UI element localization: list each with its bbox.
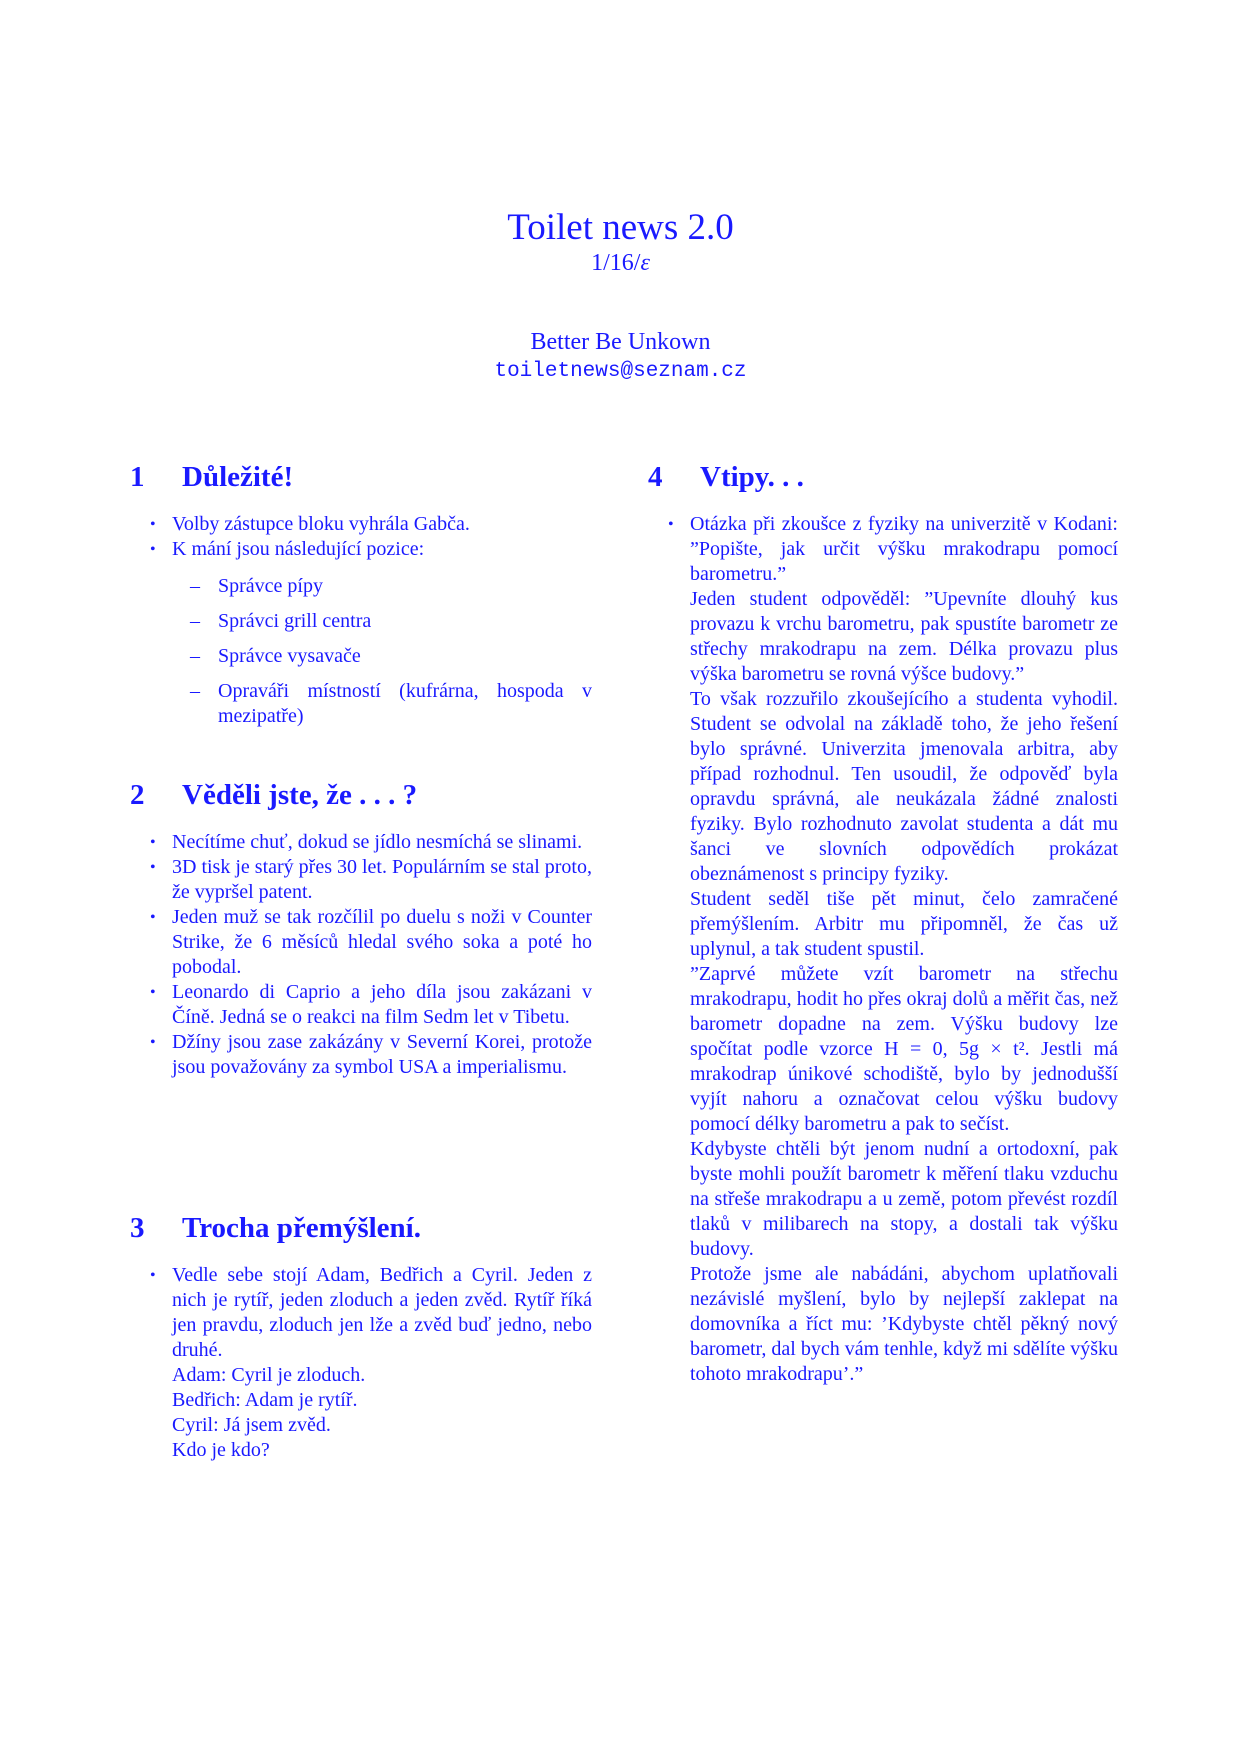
list-item-text: Leonardo di Caprio a jeho díla jsou zakázani v Číně. Jedná se o reakci na film Sedm let v Tibetu. bbox=[172, 981, 592, 1028]
dash-icon: – bbox=[190, 645, 200, 667]
sub-list-item bbox=[190, 574, 592, 599]
section-heading bbox=[130, 778, 592, 812]
section-title: Vtipy. . . bbox=[700, 461, 804, 493]
bullet-icon: • bbox=[150, 1267, 156, 1284]
list-item-text: Necítíme chuť, dokud se jídlo nesmíchá se slinami. bbox=[172, 831, 583, 853]
list-item bbox=[150, 830, 592, 855]
bullet-list bbox=[130, 1263, 592, 1463]
title-block bbox=[0, 208, 1241, 386]
list-item bbox=[150, 855, 592, 905]
document-date bbox=[0, 250, 1241, 276]
dash-icon: – bbox=[190, 575, 200, 597]
date-prefix: 1/16/ bbox=[591, 250, 641, 276]
joke-paragraph: Protože jsme ale nabádáni, abychom uplatňovali nezávislé myšlení, bylo by nejlepší zaklepat na domovníka a říct mu: ’Kdybyste chtěl pěkný nový barometr, dal bych vám tenhle, když mi sdělíte výšku tohoto mrakodrapu’.” bbox=[690, 1263, 1118, 1385]
document-title: Toilet news 2.0 bbox=[507, 207, 734, 248]
joke-paragraph: ”Zaprvé můžete vzít barometr na střechu mrakodrapu, hodit ho přes okraj dolů a měřit čas, než barometr dopadne na zem. Výšku budovy lze spočítat podle vzorce H = 0, 5g × t². Jestli má mrakodrap únikové schodiště, bylo by jednodušší vyjít nahoru a označovat celou výšku budovy pomocí délky barometru a pak to sečíst. bbox=[690, 963, 1118, 1135]
bullet-icon: • bbox=[668, 516, 674, 533]
section-title: Věděli jste, že . . . ? bbox=[182, 779, 418, 811]
list-item-text: 3D tisk je starý přes 30 let. Populárním se stal proto, že vypršel patent. bbox=[172, 856, 592, 903]
list-item bbox=[150, 1030, 592, 1080]
joke-paragraph: Otázka při zkoušce z fyziky na univerzitě v Kodani: ”Popište, jak určit výšku mrakodrapu pomocí barometru.” bbox=[690, 513, 1118, 585]
list-item bbox=[150, 1263, 592, 1463]
right-column bbox=[648, 460, 1118, 1387]
list-item bbox=[150, 905, 592, 980]
sub-list-item bbox=[190, 644, 592, 669]
document-email: toiletnews@seznam.cz bbox=[494, 360, 747, 383]
puzzle-statement-adam: Adam: Cyril je zloduch. bbox=[172, 1364, 366, 1386]
section-vedeli-jste bbox=[130, 778, 592, 1211]
section-heading bbox=[648, 460, 1118, 494]
section-title: Trocha přemýšlení. bbox=[182, 1212, 421, 1244]
section-heading bbox=[130, 460, 592, 494]
puzzle-intro: Vedle sebe stojí Adam, Bedřich a Cyril. Jeden z nich je rytíř, jeden zloduch a jeden zvěd. Rytíř říká jen pravdu, zloduch jen lže a zvěd buď jedno, nebo druhé. bbox=[172, 1264, 592, 1361]
dash-icon: – bbox=[190, 610, 200, 632]
section-number: 2 bbox=[130, 779, 145, 811]
joke-paragraph: Student seděl tiše pět minut, čelo zamračené přemýšlením. Arbitr mu připomněl, že čas už uplynul, a tak student spustil. bbox=[690, 888, 1118, 960]
joke-paragraph: To však rozzuřilo zkoušejícího a studenta vyhodil. Student se odvolal na základě toho, že jeho řešení bylo správné. Univerzita jmenovala arbitra, aby případ rozhodnul. Ten usoudil, že odpověď byla opravdu správná, ale neukázala žádné znalosti fyziky. Bylo rozhodnuto zavolat studenta a dát mu šanci ve slovních odpovědích prokázat obeznámenost s principy fyziky. bbox=[690, 688, 1118, 885]
bullet-list bbox=[130, 830, 592, 1080]
left-column bbox=[130, 460, 592, 1463]
sub-list-item bbox=[190, 679, 592, 729]
sub-list-item-text: Opraváři místností (kufrárna, hospoda v mezipatře) bbox=[218, 680, 592, 727]
bullet-icon: • bbox=[150, 984, 156, 1001]
section-title: Důležité! bbox=[182, 461, 294, 493]
joke-paragraph: Kdybyste chtěli být jenom nudní a ortodoxní, pak byste mohli použít barometr k měření tlaku vzduchu na střeše mrakodrapu a u země, potom převést rozdíl tlaků v milibarech na stopy, a dostali tak výšku budovy. bbox=[690, 1138, 1118, 1260]
document-author: Better Be Unkown bbox=[530, 329, 711, 355]
section-heading bbox=[130, 1211, 592, 1245]
bullet-list bbox=[130, 512, 592, 729]
section-trocha-premysleni bbox=[130, 1211, 592, 1463]
bullet-list bbox=[648, 512, 1118, 1387]
section-number: 3 bbox=[130, 1212, 145, 1244]
puzzle-statement-bedrich: Bedřich: Adam je rytíř. bbox=[172, 1389, 358, 1411]
section-number: 1 bbox=[130, 461, 145, 493]
sub-list-item-text: Správce pípy bbox=[218, 575, 323, 597]
sub-list-item-text: Správci grill centra bbox=[218, 610, 372, 632]
list-item bbox=[150, 512, 592, 537]
bullet-icon: • bbox=[150, 541, 156, 558]
list-item bbox=[150, 537, 592, 729]
list-item-text: Jeden muž se tak rozčílil po duelu s noži v Counter Strike, že 6 měsíců hledal svého soka a poté ho pobodal. bbox=[172, 906, 592, 978]
sub-list-item-text: Správce vysavače bbox=[218, 645, 361, 667]
list-item bbox=[668, 512, 1118, 1387]
sub-list-item bbox=[190, 609, 592, 634]
bullet-icon: • bbox=[150, 516, 156, 533]
joke-paragraph: Jeden student odpověděl: ”Upevníte dlouhý kus provazu k vrchu barometru, pak spustíte barometr ze střechy mrakodrapu na zem. Délka provazu plus výška barometru se rovná výšce budovy.” bbox=[690, 588, 1118, 685]
list-item-text: K mání jsou následující pozice: bbox=[172, 538, 425, 560]
puzzle-question: Kdo je kdo? bbox=[172, 1439, 270, 1461]
date-symbol: ε bbox=[640, 250, 650, 276]
list-item-text: Volby zástupce bloku vyhrála Gabča. bbox=[172, 513, 470, 535]
dash-icon: – bbox=[190, 680, 200, 702]
bullet-icon: • bbox=[150, 859, 156, 876]
list-item-text: Džíny jsou zase zakázány v Severní Korei, protože jsou považovány za symbol USA a imperialismu. bbox=[172, 1031, 592, 1078]
section-number: 4 bbox=[648, 461, 663, 493]
list-item bbox=[150, 980, 592, 1030]
puzzle-statement-cyril: Cyril: Já jsem zvěd. bbox=[172, 1414, 331, 1436]
sub-list bbox=[172, 574, 592, 729]
bullet-icon: • bbox=[150, 1034, 156, 1051]
bullet-icon: • bbox=[150, 834, 156, 851]
section-dulezite bbox=[130, 460, 592, 778]
section-vtipy bbox=[648, 460, 1118, 1387]
bullet-icon: • bbox=[150, 909, 156, 926]
